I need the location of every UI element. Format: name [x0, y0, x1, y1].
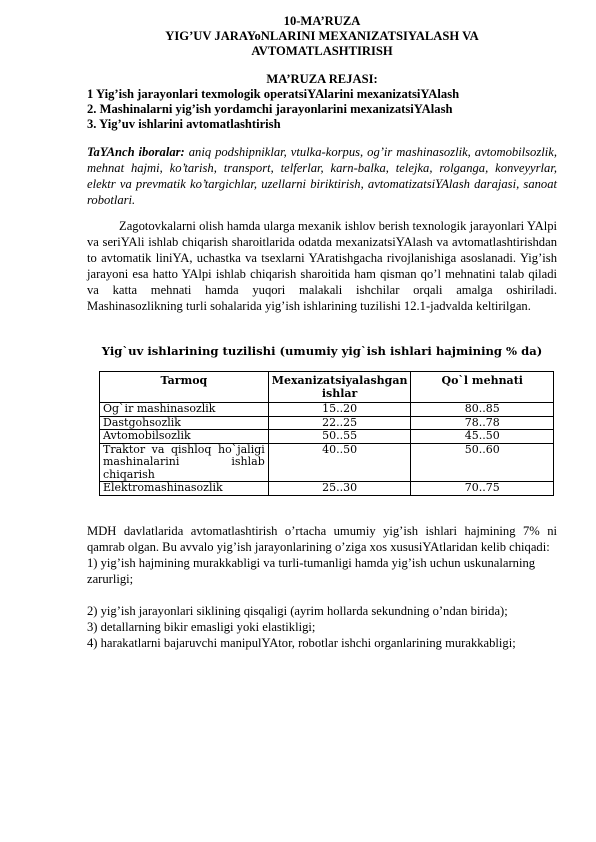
- cell-branch: Traktor va qishloq ho`jaligi mashinalarini ishlab chiqarish: [100, 443, 269, 482]
- cell-branch: Dastgohsozlik: [100, 416, 269, 430]
- cell-branch: Og`ir mashinasozlik: [100, 403, 269, 417]
- spacer: [87, 587, 557, 603]
- cell-mechanized: 22..25: [268, 416, 411, 430]
- plan-item-3: 3. Yig’uv ishlarini avtomatlashtirish: [87, 117, 281, 131]
- keywords-text: aniq podshipniklar, vtulka-korpus, og’ir mashinasozlik, avtomobilsozlik, mehnat hajmi, ko’tarish, transport, telferlar, karn-balka, telejka, rolganga, konveyyrlar, elektr va prevmatik ko’targichlar, uzellarni biriktirish, avtomatizatsiYAlash darajasi, sanoat robotlari.: [87, 145, 557, 207]
- lecture-number: 10-MA’RUZA: [283, 14, 361, 28]
- cell-mechanized: 50..55: [268, 430, 411, 444]
- cell-manual: 78..78: [411, 416, 554, 430]
- document-page: [87, 14, 557, 651]
- plan-item-1: 1 Yig’ish jarayonlari texmologik operatsiYAlarini mexanizatsiYAlash: [87, 87, 460, 101]
- table-caption: Yig`uv ishlarining tuzilishi (umumiy yig`ish ishlari hajmining % da): [101, 344, 543, 358]
- cis-paragraph: MDH davlatlarida avtomatlashtirish o’rtacha umumiy yig’ish ishlari hajmining 7% ni qamrab olgan. Bu avvalo yig’ish jarayonlarining o’ziga xos xususiYAtlaridan kelib chiqadi:: [87, 523, 557, 554]
- table-row: [100, 403, 554, 417]
- cell-manual: 70..75: [411, 482, 554, 496]
- table-row: [100, 482, 554, 496]
- cell-mechanized: 25..30: [268, 482, 411, 496]
- cell-branch: Avtomobilsozlik: [100, 430, 269, 444]
- lecture-title-line2: AVTOMATLASHTIRISH: [251, 44, 393, 58]
- table-header-row: [100, 372, 554, 403]
- intro-paragraph: Zagotovkalarni olish hamda ularga mexanik ishlov berish texnologik jarayonlari YAlpi va seriYAli ishlab chiqarish sharoitlarida odatda mexanizatsiYAlash va avtomatlashtirishdan to avtomatik liniYA, uchastka va tsexlarni YAratishgacha rivojlanishiga asoslanadi. Yig’ish jarayoni esa hatto YAlpi ishlab chiqarish sharoitida ham qisman qo’l mehnatini talab qiladi va katta mehnati hamda yuqori malakali ishchilar orqali amalga oshiriladi. Mashinasozlikning turli sohalarida yig’ish ishlarining tuzilishi 12.1-jadvalda keltirilgan.: [87, 219, 557, 313]
- list-item-1: 1) yig’ish hajmining murakkabligi va turli-tumanligi hamda yig’ish uchun uskunalarning zarurligi;: [87, 555, 536, 586]
- table-row: [100, 443, 554, 482]
- assembly-structure-table: [99, 371, 554, 496]
- cell-manual: 50..60: [411, 443, 554, 482]
- list-item-3: 3) detallarning bikir emasligi yoki elastikligi;: [87, 619, 316, 634]
- header-mechanized: Mexanizatsiyalashgan ishlar: [268, 372, 411, 403]
- list-item-4: 4) harakatlarni bajaruvchi manipulYAtor, robotlar ishchi organlarining murakkabligi;: [87, 635, 516, 650]
- plan-item-2: 2. Mashinalarni yig’ish yordamchi jarayonlarini mexanizatsiYAlash: [87, 102, 453, 116]
- table-row: [100, 416, 554, 430]
- keywords-paragraph: [87, 144, 557, 208]
- keywords-label: TaYAnch iboralar:: [87, 145, 185, 159]
- cell-manual: 45..50: [411, 430, 554, 444]
- plan-heading: MA’RUZA REJASI:: [266, 72, 378, 86]
- cell-manual: 80..85: [411, 403, 554, 417]
- header-tarmoq: Tarmoq: [100, 372, 269, 403]
- lecture-title-line1: YIG’UV JARAYoNLARINI MEXANIZATSIYALASH VA: [165, 29, 479, 43]
- cell-mechanized: 15..20: [268, 403, 411, 417]
- cell-mechanized: 40..50: [268, 443, 411, 482]
- cell-branch: Elektromashinasozlik: [100, 482, 269, 496]
- list-item-2: 2) yig’ish jarayonlari siklining qisqaligi (ayrim hollarda sekundning o’ndan birida);: [87, 603, 508, 618]
- table-row: [100, 430, 554, 444]
- header-manual: Qo`l mehnati: [411, 372, 554, 403]
